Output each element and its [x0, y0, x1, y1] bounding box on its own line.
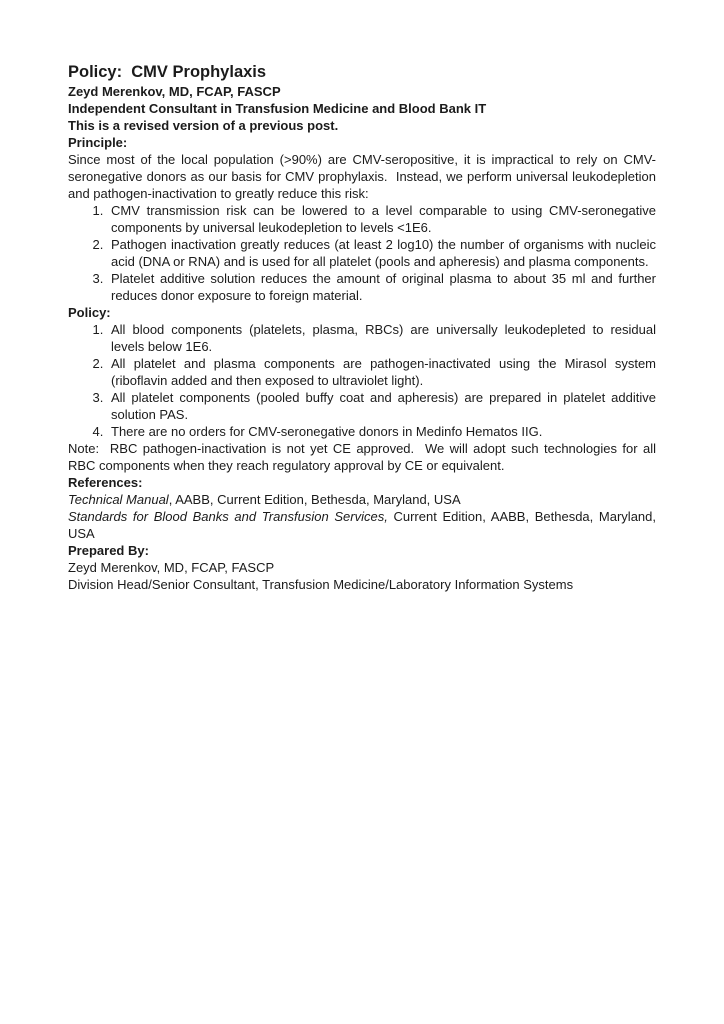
policy-list: [68, 321, 656, 440]
reference-item: [68, 491, 656, 508]
policy-item-4: 4. There are no orders for CMV-seronegative donors in Medinfo Hematos IIG.: [107, 423, 656, 440]
prepared-by-role: Division Head/Senior Consultant, Transfusion Medicine/Laboratory Information Systems: [68, 577, 574, 592]
references-heading: References:: [68, 475, 143, 490]
policy-heading: Policy:: [68, 305, 111, 320]
principle-list: [68, 202, 656, 304]
prepared-by-name: Zeyd Merenkov, MD, FCAP, FASCP: [68, 560, 275, 575]
prepared-by-heading: Prepared By:: [68, 543, 149, 558]
author-line: Zeyd Merenkov, MD, FCAP, FASCP: [68, 84, 281, 99]
revision-note: This is a revised version of a previous post.: [68, 118, 339, 133]
principle-item-3: 3. Platelet additive solution reduces the amount of original plasma to about 35 ml and further reduces donor exposure to foreign material.: [107, 270, 656, 304]
author-role-line: Independent Consultant in Transfusion Medicine and Blood Bank IT: [68, 101, 487, 116]
principle-item-1: 1. CMV transmission risk can be lowered to a level comparable to using CMV-seronegative components by universal leukodepletion to levels <1E6.: [107, 202, 656, 236]
reference-title: Technical Manual: [68, 492, 169, 507]
principle-heading: Principle:: [68, 135, 128, 150]
reference-title: Standards for Blood Banks and Transfusion Services,: [68, 509, 388, 524]
page-title: Policy: CMV Prophylaxis: [68, 63, 267, 81]
policy-item-2: 2. All platelet and plasma components are pathogen-inactivated using the Mirasol system (riboflavin added and then exposed to ultraviolet light).: [107, 355, 656, 389]
policy-item-1: 1. All blood components (platelets, plasma, RBCs) are universally leukodepleted to residual levels below 1E6.: [107, 321, 656, 355]
policy-item-3: 3. All platelet components (pooled buffy coat and apheresis) are prepared in platelet additive solution PAS.: [107, 389, 656, 423]
principle-item-2: 2. Pathogen inactivation greatly reduces (at least 2 log10) the number of organisms with nucleic acid (DNA or RNA) and is used for all platelet (pools and apheresis) and plasma components.: [107, 236, 656, 270]
reference-item: [68, 508, 656, 542]
note-paragraph: Note: RBC pathogen-inactivation is not yet CE approved. We will adopt such technologies for all RBC components when they reach regulatory approval by CE or equivalent.: [68, 441, 656, 473]
principle-intro: Since most of the local population (>90%) are CMV-seropositive, it is impractical to rely on CMV-seronegative donors as our basis for CMV prophylaxis. Instead, we perform universal leukodepletion and pathogen-inactivation to greatly reduce this risk:: [68, 152, 656, 201]
reference-details: Current Edition, AABB, Bethesda, Maryland, USA: [68, 509, 656, 541]
reference-details: , AABB, Current Edition, Bethesda, Maryland, USA: [168, 492, 461, 507]
